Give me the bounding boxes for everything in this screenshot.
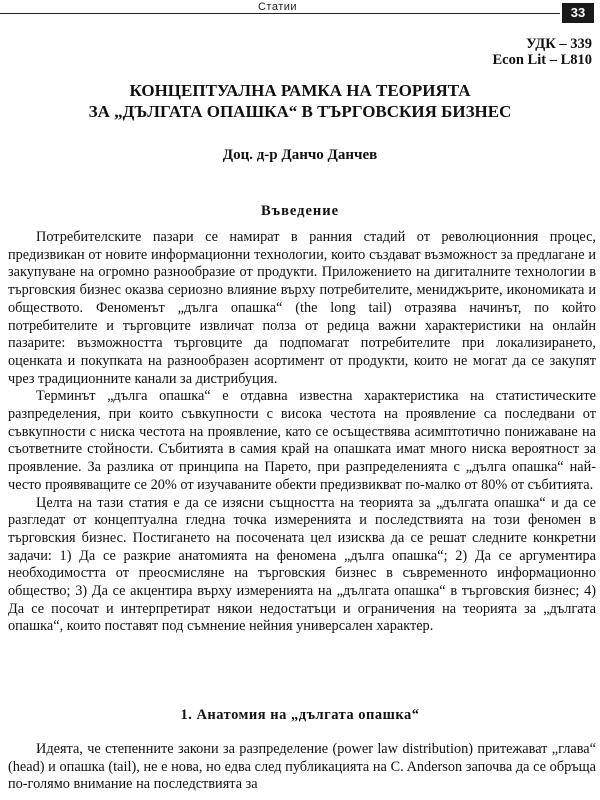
- intro-body: [8, 229, 596, 636]
- section-1-paragraph: Идеята, че степенните закони за разпределение (power law distribution) притежават „глава“ (head) и опашка (tail), не е нова, но едва след публикацията на C. Anderson започва да се обръща по-голямо внимание на последствията за: [8, 741, 596, 793]
- intro-paragraph-2: Терминът „дълга опашка“ е отдавна известна характеристика на статистическите разпределения, при които съвкупности с висока честота на проявление са последвани от съвкупности с ниска честота на проявление, като се осъществява асимптотично понижаване на съответните стойности. Събитията в самия край на опашката имат много ниска вероятност за проявление. За разлика от принципа на Парето, при разпределенията с „дълга опашка“ най-често проявяващите се 20% от изучаваните обекти предизвикват по-малко от 80% от събитията.: [8, 388, 596, 493]
- econlit-code: Econ Lit – L810: [492, 52, 592, 68]
- intro-paragraph-1: Потребителските пазари се намират в ранния стадий от революционния процес, предизвикан от новите информационни технологии, които създават възможност за предлагане и закупуване на огромно разнообразие от продукти. Приложението на дигиталните технологии в търговския бизнес оказва сериозно влияние върху потребителите, мениджърите, икономиката и обществото. Феноменът „дълга опашка“ (the long tail) отразява начинът, по който потребителите и търговците извличат полза от редица важни характеристики на онлайн пазарите: възможността търговците да подпомагат потребителите при локализирането, оценката и покупката на разнообразен асортимент от продукти, които не могат да се закупят чрез традиционните канали за дистрибуция.: [8, 229, 596, 387]
- section-1-heading: 1. Анатомия на „дългата опашка“: [180, 707, 420, 723]
- article-title: [30, 80, 570, 122]
- classification-codes: [493, 36, 593, 68]
- section-1-body: [8, 741, 596, 794]
- author-name: Доц. д-р Данчо Данчев: [222, 147, 378, 163]
- title-line-1: КОНЦЕПТУАЛНА РАМКА НА ТЕОРИЯТА: [129, 81, 471, 100]
- page-number: 33: [562, 3, 594, 23]
- running-title: Статии: [257, 1, 298, 13]
- title-line-2: ЗА „ДЪЛГАТА ОПАШКА“ В ТЪРГОВСКИЯ БИЗНЕС: [88, 102, 512, 121]
- page-header: [0, 0, 600, 24]
- udk-code: УДК – 339: [526, 36, 592, 52]
- intro-heading: Въведение: [260, 203, 340, 219]
- intro-paragraph-3: Целта на тази статия е да се изясни същността на теорията за „дългата опашка“ и да се разгледат от концептуална гледна точка измеренията и последствията на този феномен в търговския бизнес. Постигането на посочената цел изисква да се решат следните конкретни задачи: 1) Да се разкрие анатомията на феномена „дълга опашка“; 2) Да се аргументира необходимостта от преосмисляне на търговския бизнес в съвременното информационно общество; 3) Да се акцентира върху измеренията на „дългата опашка“ в търговския бизнес; 4) Да се посочат и интерпретират някои недостатъци и ограничения на теорията за „дългата опашка“, които поставят под съмнение нейния универсален характер.: [8, 494, 596, 635]
- header-rule: [0, 13, 560, 14]
